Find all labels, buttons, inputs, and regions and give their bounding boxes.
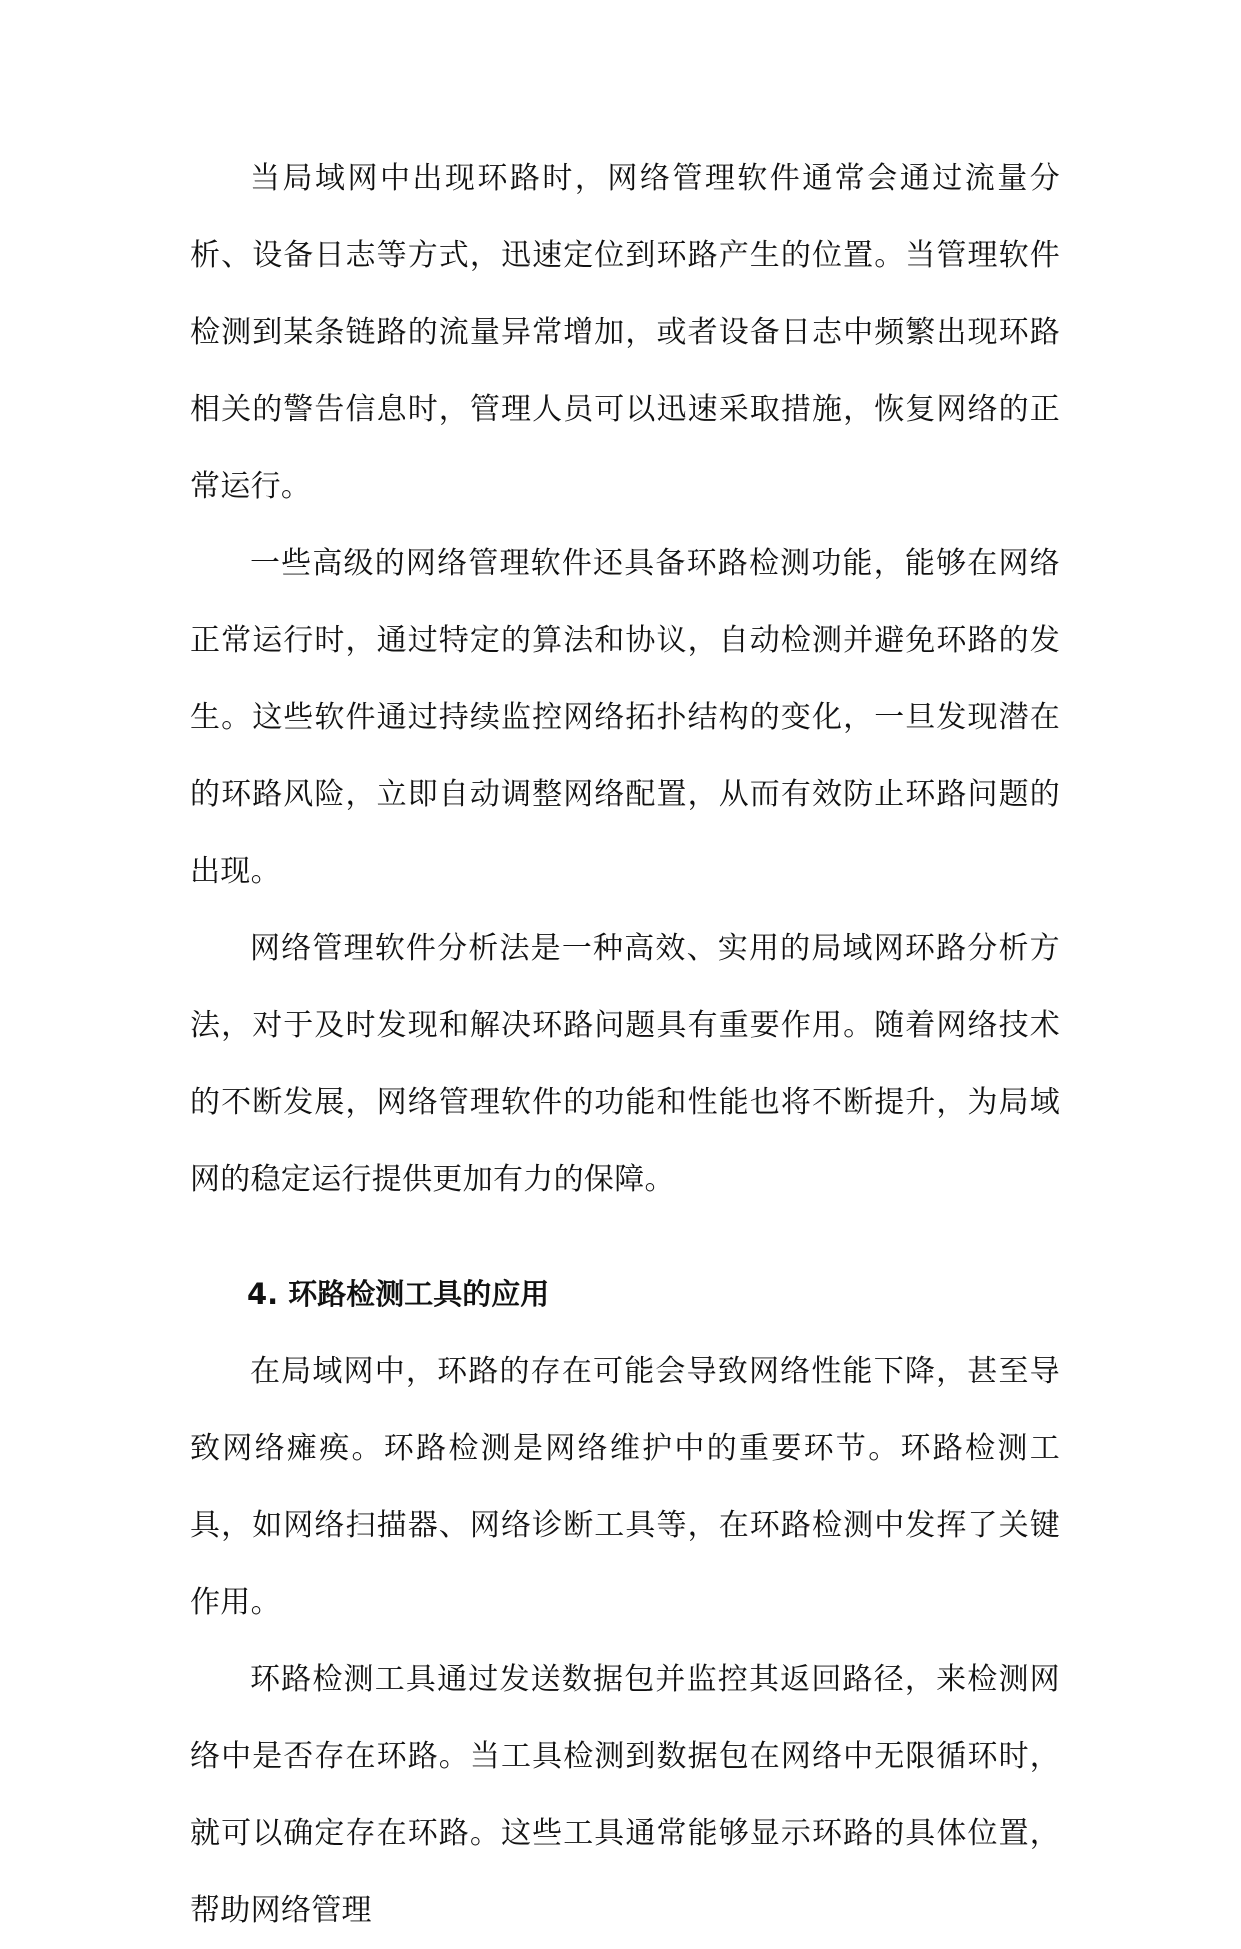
paragraph-loop-location: 当局域网中出现环路时，网络管理软件通常会通过流量分析、设备日志等方式，迅速定位到环路产生的位置。当管理软件检测到某条链路的流量异常增加，或者设备日志中频繁出现环路相关的警告信息时，管理人员可以迅速采取措施，恢复网络的正常运行。 [190,161,1060,504]
section-heading: 4. 环路检测工具的应用 [247,1277,550,1311]
document-body [190,140,1060,1949]
paragraph-loop-detection-tools: 在局域网中，环路的存在可能会导致网络性能下降，甚至导致网络瘫痪。环路检测是网络维护中的重要环节。环路检测工具，如网络扫描器、网络诊断工具等，在环路检测中发挥了关键作用。 [190,1354,1060,1620]
paragraph-loop-detection-feature: 一些高级的网络管理软件还具备环路检测功能，能够在网络正常运行时，通过特定的算法和协议，自动检测并避免环路的发生。这些软件通过持续监控网络拓扑结构的变化，一旦发现潜在的环路风险，立即自动调整网络配置，从而有效防止环路问题的出现。 [190,546,1060,889]
paragraph-software-analysis-summary: 网络管理软件分析法是一种高效、实用的局域网环路分析方法，对于及时发现和解决环路问题具有重要作用。随着网络技术的不断发展，网络管理软件的功能和性能也将不断提升，为局域网的稳定运行提供更加有力的保障。 [190,931,1060,1197]
paragraph-tool-mechanism: 环路检测工具通过发送数据包并监控其返回路径，来检测网络中是否存在环路。当工具检测到数据包在网络中无限循环时，就可以确定存在环路。这些工具通常能够显示环路的具体位置，帮助网络管理 [190,1662,1060,1928]
